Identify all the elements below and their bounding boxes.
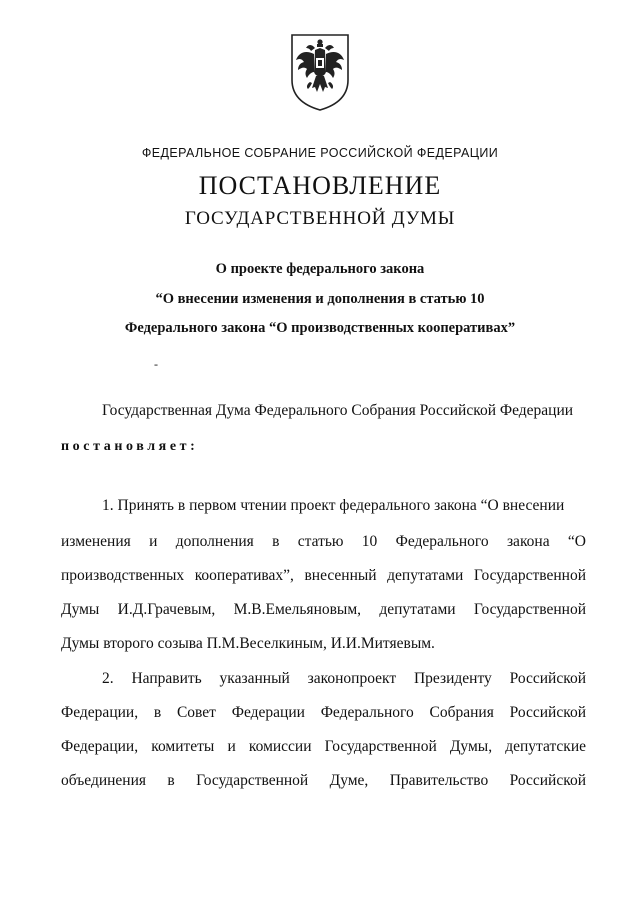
organization-name: ФЕДЕРАЛЬНОЕ СОБРАНИЕ РОССИЙСКОЙ ФЕДЕРАЦИИ xyxy=(141,146,499,160)
small-mark: - xyxy=(154,357,158,371)
paragraph-1-line-2: изменения и дополнения в статью 10 Федерального закона “О xyxy=(61,533,586,550)
subject-line-3: Федерального закона “О производственных кооперативах” xyxy=(124,320,516,336)
double-headed-eagle-icon xyxy=(288,32,352,112)
paragraph-1-line-5: Думы второго созыва П.М.Веселкиным, И.И.Митяевым. xyxy=(61,635,435,652)
paragraph-2-line-4: объединения в Государственной Думе, Правительство Российской xyxy=(61,772,586,789)
paragraph-2-line-1: 2. Направить указанный законопроект Президенту Российской xyxy=(102,670,586,687)
paragraph-2-line-2: Федерации, в Совет Федерации Федерального Собрания Российской xyxy=(61,704,586,721)
paragraph-1-line-4: Думы И.Д.Грачевым, М.В.Емельяновым, депутатами Государственной xyxy=(61,601,586,618)
coat-of-arms-emblem xyxy=(288,32,352,112)
decree-word: постановляет: xyxy=(61,439,199,454)
paragraph-2-line-3: Федерации, комитеты и комиссии Государственной Думы, депутатские xyxy=(61,738,586,755)
subject-line-1: О проекте федерального закона xyxy=(215,261,425,277)
document-type-title: ПОСТАНОВЛЕНИЕ xyxy=(198,171,442,200)
subject-line-2: “О внесении изменения и дополнения в статью 10 xyxy=(155,291,485,307)
preamble-text: Государственная Дума Федерального Собрания Российской Федерации xyxy=(102,402,574,419)
document-authority-subtitle: ГОСУДАРСТВЕННОЙ ДУМЫ xyxy=(184,208,456,229)
paragraph-1-line-1: 1. Принять в первом чтении проект федерального закона “О внесении xyxy=(102,497,565,514)
paragraph-1-line-3: производственных кооперативах”, внесенный депутатами Государственной xyxy=(61,567,586,584)
